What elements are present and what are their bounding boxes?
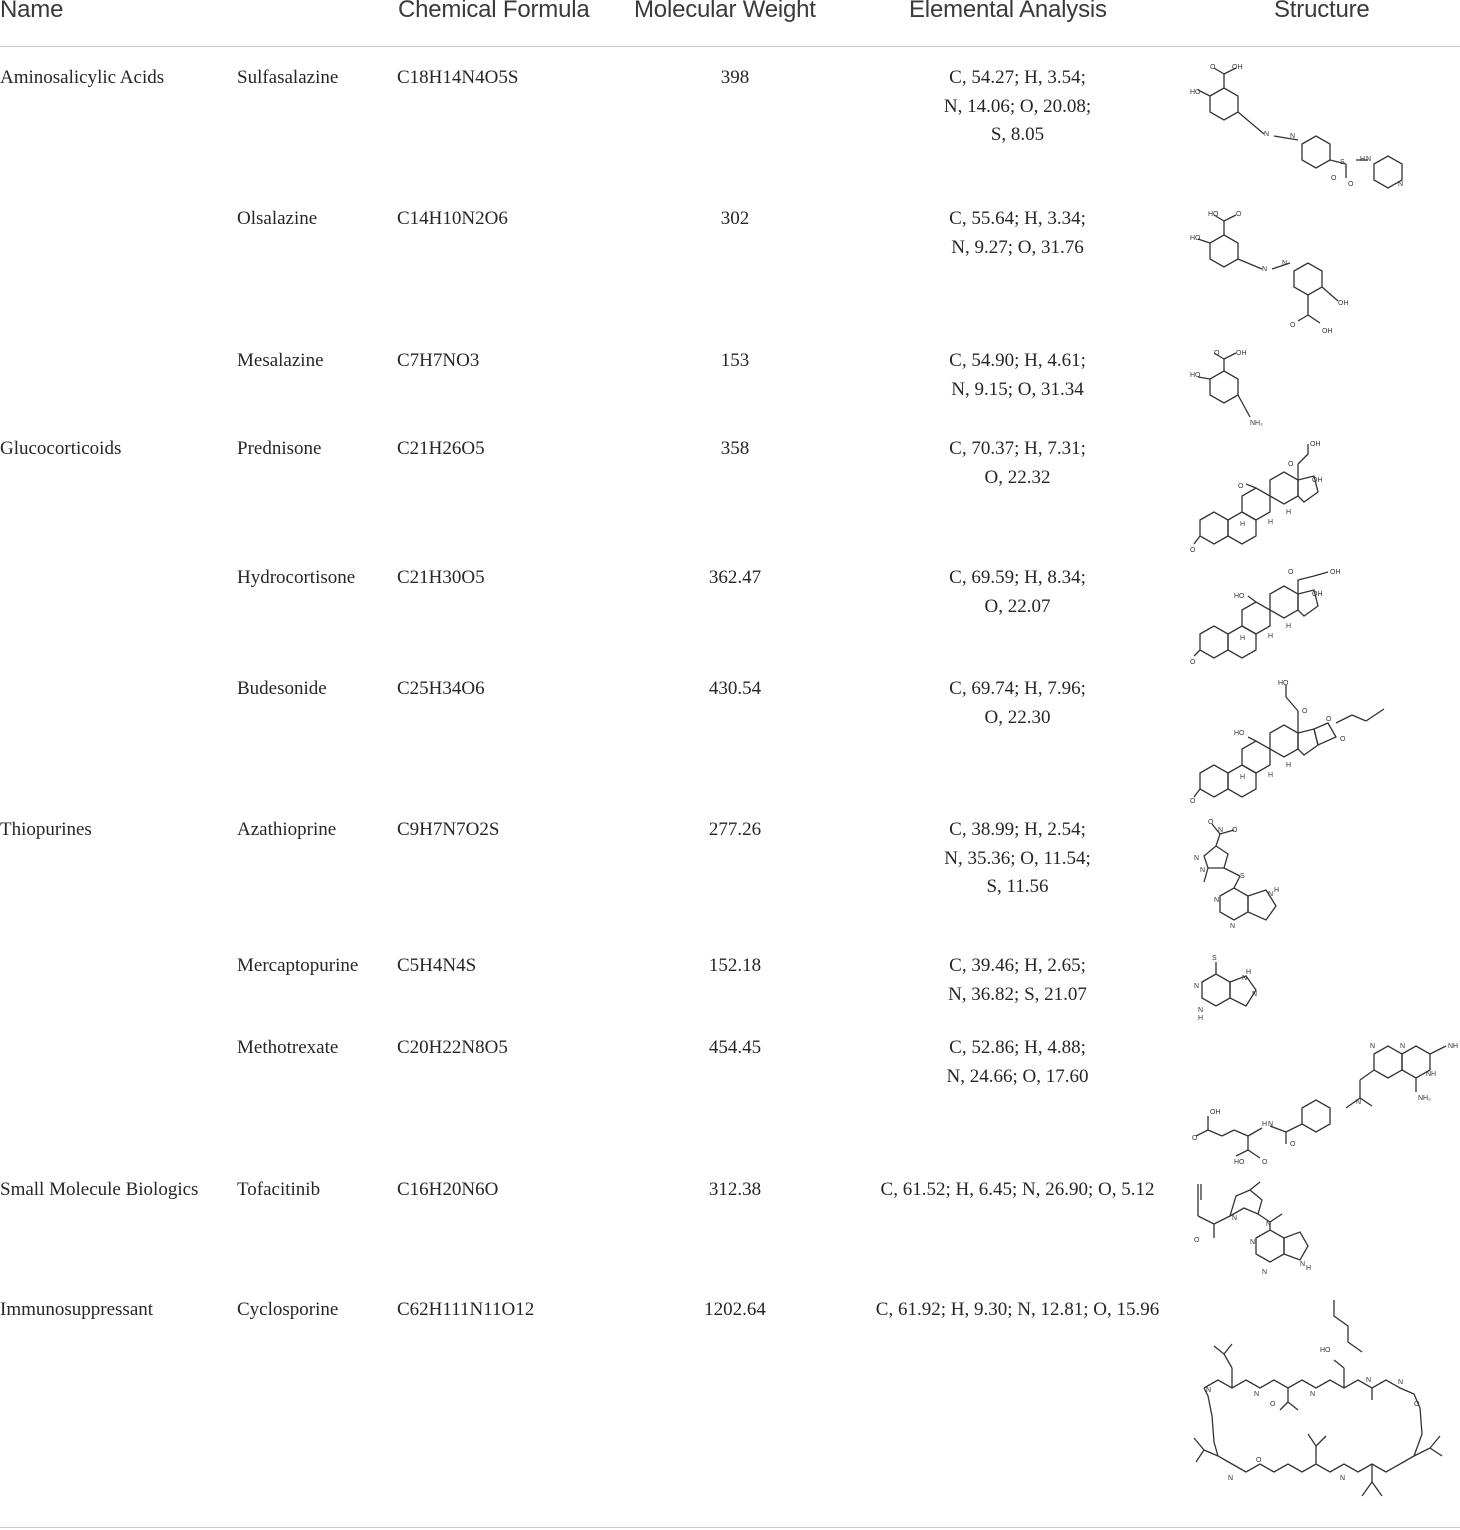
svg-text:N: N	[1264, 131, 1270, 138]
elemental-analysis	[850, 564, 1185, 621]
molecular-weight: 398	[720, 67, 750, 88]
drug-name: Olsalazine	[237, 208, 318, 229]
molecular-weight: 358	[720, 438, 750, 459]
elemental-analysis-line: C, 39.46; H, 2.65;	[949, 955, 1086, 976]
svg-text:OH: OH	[1312, 477, 1323, 484]
svg-text:H: H	[1240, 521, 1246, 528]
header-elemental-analysis: Elemental Analysis	[909, 0, 1107, 23]
svg-text:N: N	[1232, 1215, 1238, 1222]
svg-text:O: O	[1288, 461, 1294, 468]
svg-text:H: H	[1274, 887, 1280, 894]
structure-image	[1190, 349, 1290, 429]
header-chemical-formula: Chemical Formula	[398, 0, 590, 23]
svg-text:H: H	[1286, 509, 1292, 516]
drug-class: Small Molecule Biologics	[0, 1179, 199, 1200]
svg-text:N: N	[1290, 133, 1296, 140]
svg-text:OH: OH	[1236, 350, 1247, 357]
svg-text:O: O	[1414, 1401, 1420, 1408]
elemental-analysis-line: C, 55.64; H, 3.34;	[949, 208, 1086, 229]
svg-text:O: O	[1190, 798, 1196, 805]
svg-text:N: N	[1282, 260, 1288, 267]
elemental-analysis-line: C, 38.99; H, 2.54;	[949, 819, 1086, 840]
structure-image	[1190, 1180, 1320, 1290]
svg-text:N: N	[1198, 1007, 1204, 1014]
svg-text:N: N	[1252, 991, 1258, 998]
chemical-formula: C20H22N8O5	[397, 1037, 508, 1058]
svg-text:HO: HO	[1190, 235, 1201, 242]
svg-text:NH: NH	[1426, 1071, 1437, 1078]
molecular-weight: 312.38	[708, 1179, 762, 1200]
structure-image	[1190, 568, 1350, 668]
svg-text:OH: OH	[1312, 591, 1323, 598]
chemical-formula: C21H30O5	[397, 567, 485, 588]
svg-text:N: N	[1200, 867, 1206, 874]
chemical-formula: C21H26O5	[397, 438, 485, 459]
structure-image	[1190, 64, 1420, 190]
svg-text:O: O	[1232, 827, 1238, 834]
elemental-analysis-line: C, 54.90; H, 4.61;	[949, 350, 1086, 371]
drug-name: Budesonide	[237, 678, 327, 699]
elemental-analysis	[850, 816, 1185, 902]
elemental-analysis	[850, 952, 1185, 1009]
svg-text:H: H	[1306, 1265, 1312, 1272]
drug-name: Azathioprine	[237, 819, 337, 840]
drug-class: Immunosuppressant	[0, 1299, 154, 1320]
svg-text:H: H	[1240, 635, 1246, 642]
header-molecular-weight: Molecular Weight	[634, 0, 816, 23]
svg-text:O: O	[1194, 1237, 1200, 1244]
structure-image	[1190, 1296, 1458, 1510]
svg-text:N: N	[1370, 1043, 1376, 1050]
header-structure: Structure	[1274, 0, 1370, 23]
svg-text:N: N	[1250, 1239, 1256, 1246]
svg-text:N: N	[1268, 891, 1274, 898]
svg-text:N: N	[1266, 1221, 1272, 1228]
molecular-weight: 454.45	[708, 1037, 762, 1058]
molecular-weight: 1202.64	[704, 1299, 766, 1320]
svg-text:H: H	[1360, 156, 1366, 163]
svg-text:N: N	[1310, 1391, 1316, 1398]
svg-text:O: O	[1238, 483, 1244, 490]
svg-text:H: H	[1198, 1015, 1204, 1022]
elemental-analysis-line: N, 24.66; O, 17.60	[946, 1065, 1089, 1087]
svg-text:S: S	[1340, 159, 1345, 166]
svg-text:N: N	[1206, 1387, 1212, 1394]
svg-text:HO: HO	[1208, 211, 1219, 218]
chemical-formula: C25H34O6	[397, 678, 485, 699]
svg-text:N: N	[1242, 975, 1248, 982]
svg-text:H: H	[1286, 623, 1292, 630]
drug-name: Hydrocortisone	[237, 567, 356, 588]
svg-text:O: O	[1190, 659, 1196, 666]
molecular-weight: 302	[720, 208, 750, 229]
svg-text:O: O	[1208, 819, 1214, 826]
structure-image	[1190, 816, 1300, 942]
chemical-formula: C7H7NO3	[397, 350, 480, 371]
elemental-analysis-line: N, 35.36; O, 11.54;	[944, 847, 1091, 869]
svg-text:N: N	[1262, 266, 1268, 273]
svg-text:N: N	[1366, 1377, 1372, 1384]
drug-name: Mesalazine	[237, 350, 324, 371]
svg-text:H: H	[1268, 633, 1274, 640]
molecular-weight: 153	[720, 350, 750, 371]
elemental-analysis-line: O, 22.30	[984, 706, 1051, 728]
elemental-analysis-line: C, 52.86; H, 4.88;	[949, 1037, 1086, 1058]
svg-text:O: O	[1190, 547, 1196, 554]
svg-text:H: H	[1262, 1121, 1268, 1128]
svg-text:O: O	[1288, 569, 1294, 576]
elemental-analysis-line: C, 54.27; H, 3.54;	[949, 67, 1086, 88]
chemical-formula: C5H4N4S	[397, 955, 477, 976]
molecular-weight: 362.47	[708, 567, 762, 588]
elemental-analysis	[850, 347, 1185, 404]
structure-image	[1190, 440, 1350, 556]
svg-text:O: O	[1326, 716, 1332, 723]
elemental-analysis-line: C, 61.92; H, 9.30; N, 12.81; O, 15.96	[875, 1299, 1160, 1320]
svg-text:N: N	[1398, 1379, 1404, 1386]
svg-text:O: O	[1214, 350, 1220, 357]
svg-text:HO: HO	[1234, 730, 1245, 737]
svg-text:N: N	[1214, 897, 1220, 904]
svg-text:N: N	[1218, 827, 1224, 834]
svg-text:OH: OH	[1310, 441, 1321, 448]
svg-text:O: O	[1331, 175, 1337, 182]
svg-text:N: N	[1268, 1121, 1274, 1128]
molecular-weight: 430.54	[708, 678, 762, 699]
svg-text:O: O	[1290, 322, 1296, 329]
svg-text:NH₂: NH₂	[1250, 420, 1263, 427]
svg-text:N: N	[1400, 1043, 1406, 1050]
drug-name: Sulfasalazine	[237, 67, 339, 88]
elemental-analysis-line: O, 22.07	[984, 595, 1051, 617]
drug-name: Prednisone	[237, 438, 322, 459]
elemental-analysis	[850, 1176, 1185, 1205]
svg-text:OH: OH	[1330, 569, 1341, 576]
elemental-analysis	[850, 435, 1185, 492]
elemental-analysis-line: O, 22.32	[984, 466, 1051, 488]
drug-class: Aminosalicylic Acids	[0, 67, 165, 88]
svg-text:N: N	[1194, 983, 1200, 990]
elemental-analysis	[850, 1034, 1185, 1091]
svg-text:H: H	[1246, 969, 1252, 976]
svg-text:HO: HO	[1190, 372, 1201, 379]
svg-text:O: O	[1210, 64, 1216, 71]
chemical-formula: C16H20N6O	[397, 1179, 499, 1200]
svg-text:O: O	[1302, 708, 1308, 715]
svg-text:S: S	[1240, 873, 1245, 880]
svg-text:N: N	[1262, 1269, 1268, 1276]
svg-text:O: O	[1348, 181, 1354, 188]
structure-image	[1190, 679, 1390, 807]
elemental-analysis-line: C, 61.52; H, 6.45; N, 26.90; O, 5.12	[880, 1179, 1155, 1200]
svg-text:N: N	[1300, 1261, 1306, 1268]
svg-text:N: N	[1340, 1475, 1346, 1482]
elemental-analysis	[850, 1296, 1185, 1325]
svg-text:HO: HO	[1278, 680, 1289, 687]
svg-text:N: N	[1230, 923, 1236, 930]
elemental-analysis-line: S, 11.56	[986, 876, 1049, 897]
elemental-analysis-line: N, 9.15; O, 31.34	[951, 378, 1084, 400]
drug-name: Tofacitinib	[237, 1179, 321, 1200]
svg-text:O: O	[1290, 1141, 1296, 1148]
svg-text:N: N	[1228, 1475, 1234, 1482]
chemical-formula: C14H10N2O6	[397, 208, 508, 229]
drug-class: Glucocorticoids	[0, 438, 122, 459]
structure-image	[1190, 205, 1380, 337]
svg-text:NH₂: NH₂	[1418, 1095, 1431, 1102]
drug-name: Mercaptopurine	[237, 955, 359, 976]
svg-text:N: N	[1356, 1099, 1362, 1106]
chemical-formula: C18H14N4O5S	[397, 67, 519, 88]
svg-text:OH: OH	[1210, 1109, 1221, 1116]
header-name: Name	[0, 0, 64, 23]
svg-text:O: O	[1270, 1401, 1276, 1408]
drug-name: Methotrexate	[237, 1037, 339, 1058]
chemical-formula: C62H111N11O12	[397, 1299, 535, 1320]
svg-text:HO: HO	[1190, 89, 1201, 96]
chemical-formula: C9H7N7O2S	[397, 819, 500, 840]
drug-name: Cyclosporine	[237, 1299, 339, 1320]
svg-text:HO: HO	[1234, 1159, 1245, 1166]
molecular-weight: 277.26	[708, 819, 762, 840]
svg-text:NH: NH	[1448, 1043, 1459, 1050]
svg-text:OH: OH	[1232, 64, 1243, 71]
structure-image	[1190, 1036, 1458, 1168]
drug-class: Thiopurines	[0, 819, 92, 840]
elemental-analysis-line: S, 8.05	[990, 124, 1045, 145]
svg-text:H: H	[1268, 772, 1274, 779]
elemental-analysis-line: C, 70.37; H, 7.31;	[949, 438, 1086, 459]
svg-text:N: N	[1366, 156, 1372, 163]
elemental-analysis	[850, 205, 1185, 262]
svg-text:HO: HO	[1320, 1347, 1331, 1354]
elemental-analysis-line: N, 36.82; S, 21.07	[948, 983, 1087, 1005]
svg-text:O: O	[1236, 211, 1242, 218]
svg-text:O: O	[1256, 1457, 1262, 1464]
svg-text:O: O	[1340, 736, 1346, 743]
elemental-analysis	[850, 64, 1185, 150]
elemental-analysis-line: C, 69.74; H, 7.96;	[949, 678, 1086, 699]
structure-image	[1190, 954, 1280, 1030]
svg-text:H: H	[1240, 774, 1246, 781]
table-header	[0, 0, 1460, 47]
svg-text:N: N	[1194, 855, 1200, 862]
svg-text:O: O	[1262, 1159, 1268, 1166]
svg-text:S: S	[1212, 955, 1217, 962]
elemental-analysis	[850, 675, 1185, 732]
svg-text:N: N	[1254, 1391, 1260, 1398]
table-bottom-rule	[0, 1527, 1460, 1528]
svg-text:H: H	[1268, 519, 1274, 526]
elemental-analysis-line: N, 9.27; O, 31.76	[951, 236, 1084, 258]
svg-text:O: O	[1192, 1135, 1198, 1142]
elemental-analysis-line: C, 69.59; H, 8.34;	[949, 567, 1086, 588]
svg-text:OH: OH	[1338, 300, 1349, 307]
elemental-analysis-line: N, 14.06; O, 20.08;	[943, 95, 1092, 117]
svg-text:OH: OH	[1322, 328, 1333, 335]
svg-text:H: H	[1286, 762, 1292, 769]
molecular-weight: 152.18	[708, 955, 762, 976]
svg-text:N: N	[1398, 181, 1404, 188]
svg-text:HO: HO	[1234, 593, 1245, 600]
